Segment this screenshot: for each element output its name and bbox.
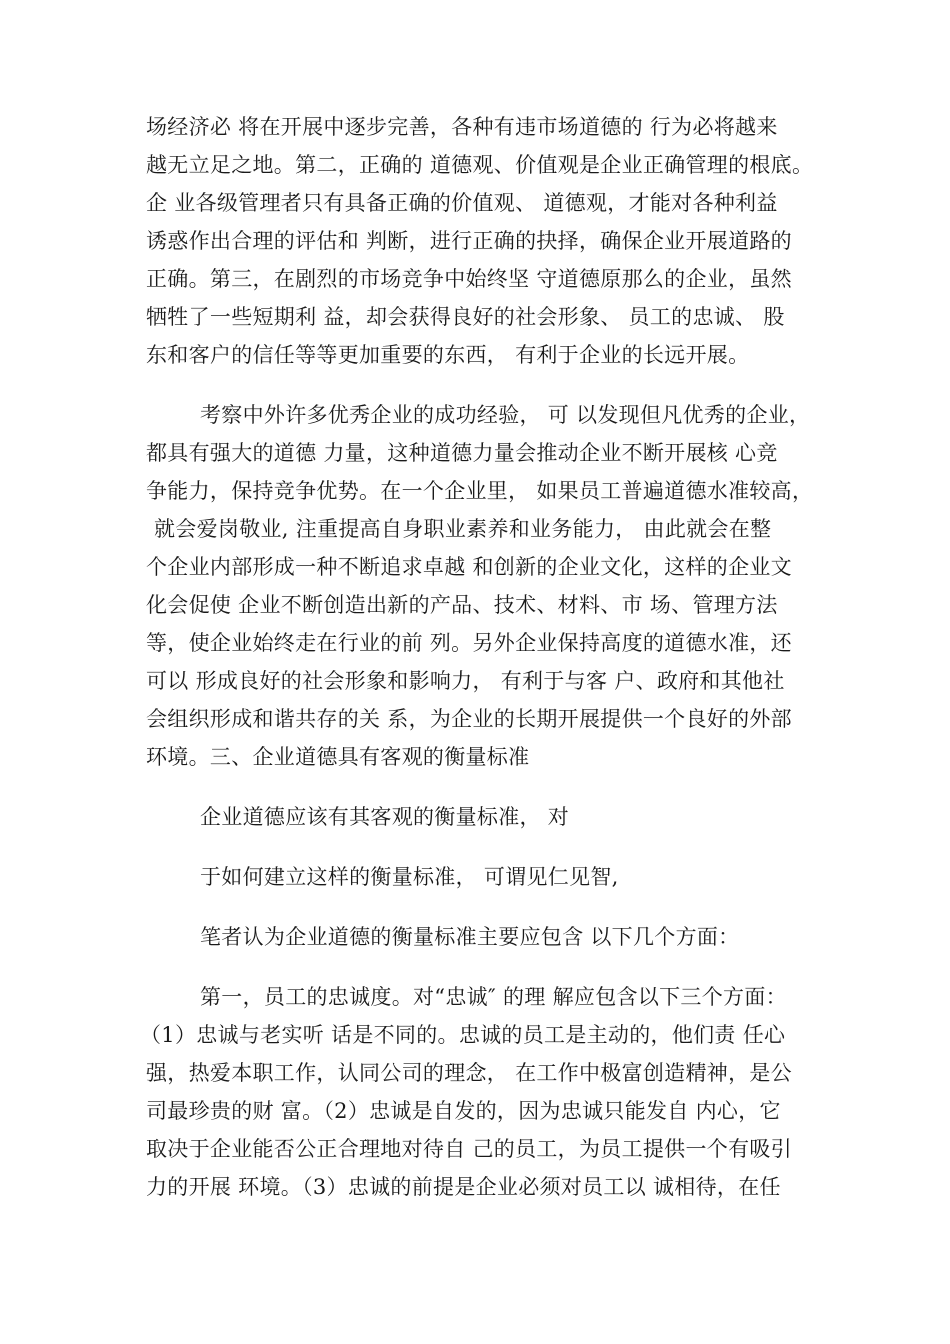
text-line: 都具有强大的道德 力量，这种道德力量会推动企业不断开展核 心竞	[146, 441, 778, 465]
text-line: 环境。三、企业道德具有客观的衡量标准	[146, 745, 530, 769]
text-line: 东和客户的信任等等更加重要的东西， 有利于企业的长远开展。	[146, 343, 750, 367]
text-line: 第一，员工的忠诚度。对“忠诚″ 的理 解应包含以下三个方面：	[200, 985, 787, 1009]
text-line: 企 业各级管理者只有具备正确的价值观、 道德观，才能对各种利益	[146, 191, 778, 215]
text-line: 企业道德应该有其客观的衡量标准， 对	[200, 805, 570, 829]
text-line: 考察中外许多优秀企业的成功经验， 可 以发现但凡优秀的企业，	[200, 403, 811, 427]
text-line: 牺牲了一些短期利 益，却会获得良好的社会形象、 员工的忠诚、 股	[146, 305, 785, 329]
text-line: 个企业内部形成一种不断追求卓越 和创新的企业文化，这样的企业文	[146, 555, 792, 579]
text-line: （1）忠诚与老实听 话是不同的。忠诚的员工是主动的，他们责 任心	[140, 1023, 786, 1047]
text-line: 力的开展 环境。（3）忠诚的前提是企业必须对员工以 诚相待，在任	[146, 1175, 781, 1199]
text-line: 越无立足之地。第二，正确的 道德观、价值观是企业正确管理的根底。	[146, 153, 814, 177]
text-line: 正确。第三，在剧烈的市场竞争中始终坚 守道德原那么的企业，虽然	[146, 267, 792, 291]
text-line: 笔者认为企业道德的衡量标准主要应包含 以下几个方面：	[200, 925, 740, 949]
text-line: 争能力，保持竞争优势。在一个企业里， 如果员工普遍道德水准较高，	[146, 479, 814, 503]
text-line: 可以 形成良好的社会形象和影响力， 有利于与客 户、政府和其他社	[146, 669, 785, 693]
text-line: 取决于企业能否公正合理地对待自 己的员工，为员工提供一个有吸引	[146, 1137, 792, 1161]
text-line: 化会促使 企业不断创造出新的产品、技术、材料、市 场、管理方法	[146, 593, 778, 617]
text-line: 等，使企业始终走在行业的前 列。另外企业保持高度的道德水准，还	[146, 631, 792, 655]
text-line: 司最珍贵的财 富。（2）忠诚是自发的，因为忠诚只能发自 内心，它	[146, 1099, 781, 1123]
text-line: 就会爱岗敬业, 注重提高自身职业素养和业务能力， 由此就会在整	[154, 517, 772, 541]
text-line: 诱惑作出合理的评估和 判断，进行正确的抉择，确保企业开展道路的	[146, 229, 792, 253]
text-line: 于如何建立这样的衡量标准， 可谓见仁见智,	[200, 865, 619, 889]
text-line: 强，热爱本职工作，认同公司的理念， 在工作中极富创造精神，是公	[146, 1061, 792, 1085]
text-line: 场经济必 将在开展中逐步完善，各种有违市场道德的 行为必将越来	[146, 115, 778, 139]
text-line: 会组织形成和谐共存的关 系，为企业的长期开展提供一个良好的外部	[146, 707, 792, 731]
